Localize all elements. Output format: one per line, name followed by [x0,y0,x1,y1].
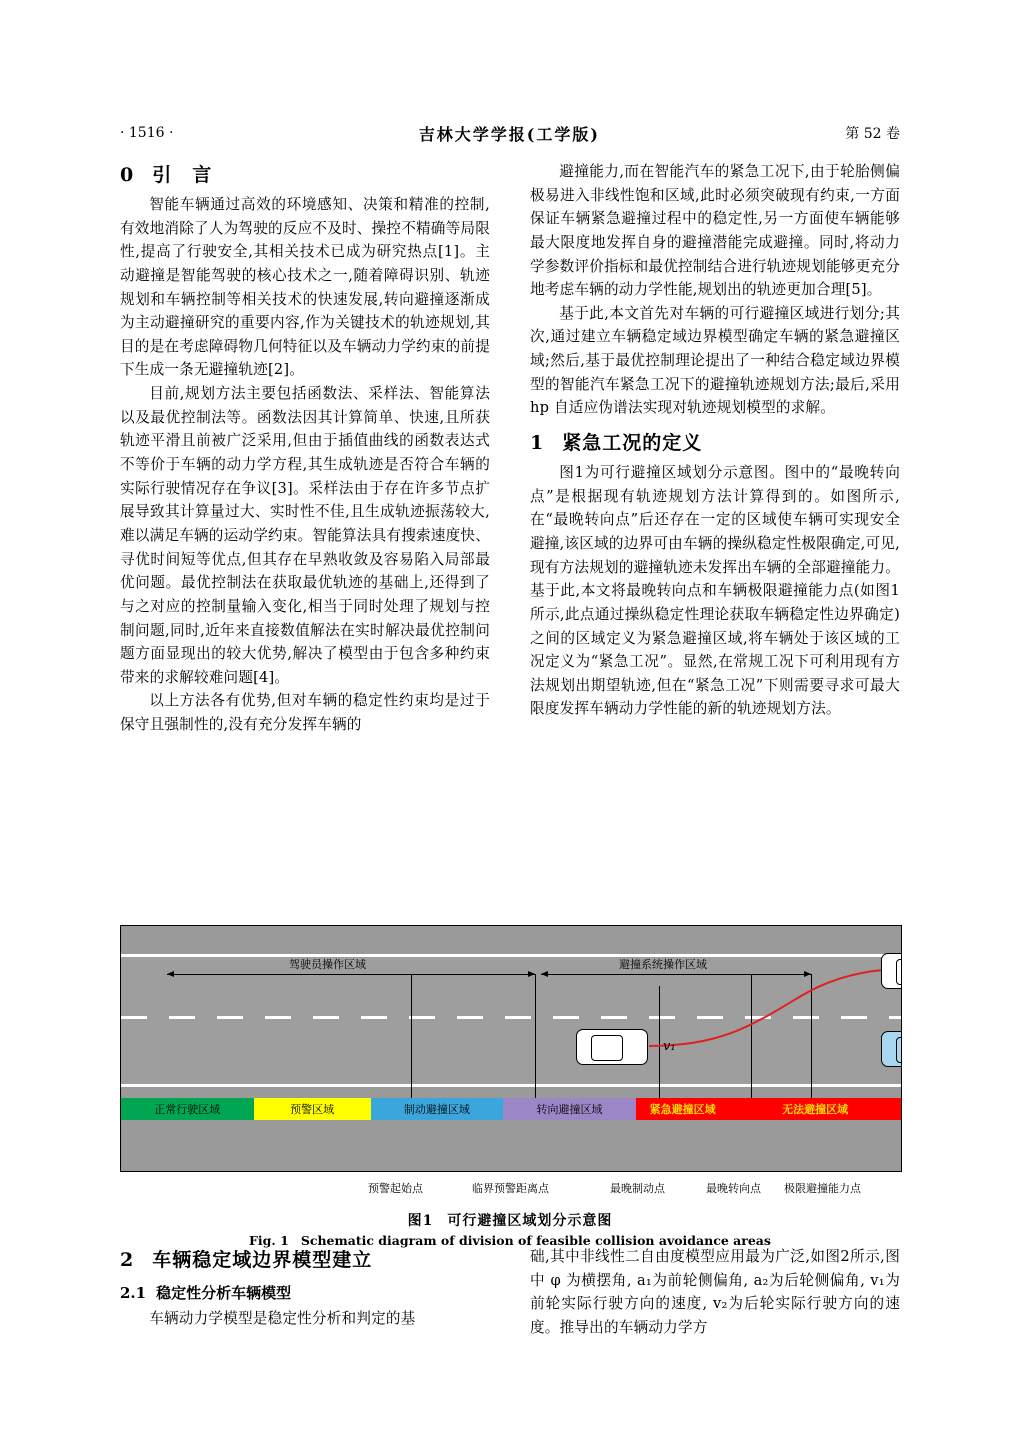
paragraph-r3: 图1为可行避撞区域划分示意图。图中的“最晚转向点”是根据现有轨迹规划方法计算得到的。如图所示,在“最晚转向点”后还存在一定的区域使车辆可实现安全避撞,该区域的边界可由车辆的操纵稳定性极限确定,可见,现有方法规划的避撞轨迹未发挥出车辆的全部避撞能力。基于此,本文将最晚转向点和车辆极限避撞能力点(如图1所示,此点通过操纵稳定性理论获取车辆稳定性边界确定)之间的区域定义为紧急避撞区域,将车辆处于该区域的工况定义为“紧急工况”。显然,在常规工况下可利用现有方法规划出期望轨迹,但在“紧急工况”下则需要寻求可最大限度发挥车辆动力学性能的新的轨迹规划方法。 [530,464,900,718]
tick-line-3 [659,986,660,1099]
paragraph-l1: 智能车辆通过高效的环境感知、决策和精准的控制,有效地消除了人为驾驶的反应不及时、操控不精确等局限性,提高了行驶安全,其相关技术已成为研究热点[1]。主动避撞是智能驾驶的核心技术之一,随着障碍识别、轨迹规划和车辆控制等相关技术的快速发展,转向避撞逐渐成为主动避撞研究的重要内容,作为关键技术的轨迹规划,其目的是在考虑障碍物几何特征以及车辆动力学约束的前提下生成一条无避撞轨迹[2]。 [120,196,490,379]
figure-1 [120,925,900,1248]
tick-line-2 [535,974,536,1099]
velocity-label: v₁ [663,1039,676,1054]
bar-segment-warning: 预警区域 [254,1098,371,1120]
left-column [120,160,490,737]
subsection-heading-21 [120,1282,490,1303]
section-title-1: 紧急工况的定义 [562,432,703,455]
bar-segment-normal: 正常行驶区域 [121,1098,254,1120]
bar-segment-steering: 转向避撞区域 [503,1098,636,1120]
paragraph-br1: 础,其中非线性二自由度模型应用最为广泛,如图2所示,图中 φ 为横摆角, a₁为前轮侧偏角, a₂为后轮侧偏角, v₁为前轮实际行驶方向的速度, v₂为后轮实际行驶方向的速度。推导出的车辆动力学方 [530,1248,900,1336]
bottom-left-column [120,1245,490,1331]
figure-caption-cn-num: 图1 [407,1213,434,1229]
tick-line-5 [811,974,812,1099]
obstacle-vehicle-blue [881,1031,902,1067]
zone-arrow-driver [167,974,535,975]
figure-caption-en-text: Schematic diagram of division of feasible collision avoidance areas [300,1233,771,1248]
section-heading-1 [530,428,900,455]
tick-label-5: 极限避撞能力点 [784,1182,861,1195]
road-surface [121,956,901,1086]
section-number-0: 0 [120,164,135,186]
subsection-number-21: 2.1 [120,1284,147,1302]
bar-segment-braking: 制动避撞区域 [371,1098,504,1120]
tick-label-4: 最晚转向点 [706,1182,761,1195]
figure-1-image [120,925,902,1172]
page-header [120,120,900,146]
subsection-title-21: 稳定性分析车辆模型 [156,1284,292,1302]
paragraph-l2: 目前,规划方法主要包括函数法、采样法、智能算法以及最优控制法等。函数法因其计算简单、快速,且所获轨迹平滑且前被广泛采用,但由于插值曲线的函数表达式不等价于车辆的动力学方程,其生成轨迹是否符合车辆的实际行驶情况存在争议[3]。采样法由于存在许多节点扩展导致其计算量过大、实时性不佳,且生成轨迹振荡较大,难以满足车辆的运动学约束。智能算法具有搜索速度快、寻优时间短等优点,但其存在早熟收敛及容易陷入局部最优问题。最优控制法在获取最优轨迹的基础上,还得到了与之对应的控制量输入变化,相当于同时处理了规划与控制问题,同时,近年来直接数值解法在实时解决最优控制问题方面显现出的较大优势,解决了模型由于包含多种约束带来的求解较难问题[4]。 [120,385,490,686]
zone-label-system: 避撞系统操作区域 [619,958,707,971]
road-edge-bottom [121,1084,901,1087]
bar-segment-unavoidable: 无法避撞区域 [729,1098,901,1120]
lane-divider-dashed [121,1016,901,1019]
paragraph-bl1: 车辆动力学模型是稳定性分析和判定的基 [149,1310,416,1327]
tick-label-3: 最晚制动点 [610,1182,665,1195]
figure-caption-cn-text: 可行避撞区域划分示意图 [447,1213,613,1229]
paragraph-l3: 以上方法各有优势,但对车辆的稳定性约束均是过于保守且强制性的,没有充分发挥车辆的 [120,692,490,734]
tick-label-2: 临界预警距离点 [472,1182,549,1195]
road-edge-top [121,954,901,957]
section-number-1: 1 [530,432,545,455]
ego-vehicle [576,1029,648,1065]
target-vehicle-upper [881,953,902,989]
section-heading-0 [120,160,490,187]
figure-tick-labels [120,1172,900,1206]
tick-line-1 [411,974,412,1099]
figure-caption-en-num: Fig. 1 [249,1233,289,1248]
zone-label-driver: 驾驶员操作区域 [289,958,366,971]
volume-label: 第 52 卷 [845,126,900,142]
journal-title: 吉林大学学报(工学版) [418,124,600,144]
section-number-2: 2 [120,1249,135,1271]
bottom-right-column [530,1245,900,1340]
zone-color-bar [121,1098,901,1120]
tick-label-1: 预警起始点 [368,1182,423,1195]
paragraph-r1: 避撞能力,而在智能汽车的紧急工况下,由于轮胎侧偏极易进入非线性饱和区域,此时必须突破现有约束,一方面保证车辆紧急避撞过程中的稳定性,另一方面使车辆能够最大限度地发挥自身的避撞潜能完成避撞。同时,将动力学参数评价指标和最优控制结合进行轨迹规划能够更充分地考虑车辆的动力学性能,规划出的轨迹更加合理[5]。 [530,163,900,299]
right-column [530,160,900,721]
tick-line-4 [751,974,752,1099]
section-heading-2 [120,1245,490,1272]
figure-caption-cn [120,1210,900,1230]
bar-segment-emergency: 紧急避撞区域 [636,1098,730,1120]
paragraph-r2: 基于此,本文首先对车辆的可行避撞区域进行划分;其次,通过建立车辆稳定域边界模型确定车辆的紧急避撞区域;然后,基于最优控制理论提出了一种结合稳定域边界模型的智能汽车紧急工况下的避撞轨迹规划方法;最后,采用 hp 自适应伪谱法实现对轨迹规划模型的求解。 [530,304,900,417]
section-title-0: 引 言 [152,164,213,186]
page-number: · 1516 · [120,125,174,141]
zone-arrow-system [541,974,811,975]
section-title-2: 车辆稳定域边界模型建立 [152,1249,373,1271]
